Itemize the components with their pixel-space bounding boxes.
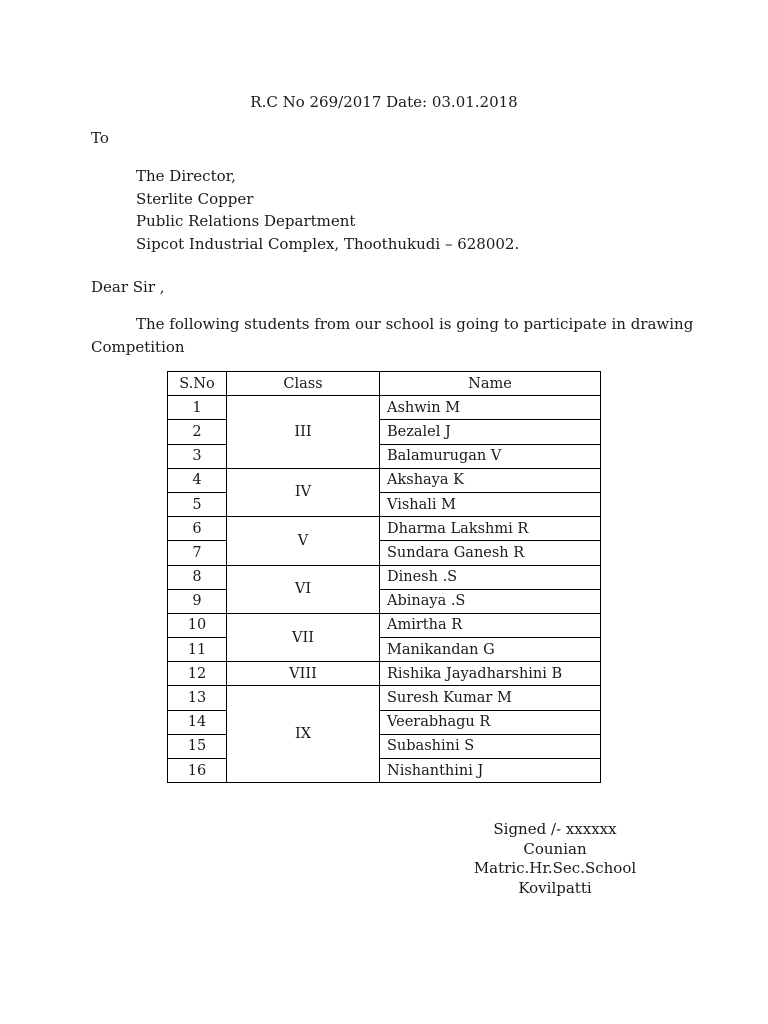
address-line: Sipcot Industrial Complex, Thoothukudi – 628002. [136, 234, 520, 253]
header-sno: S.No [168, 372, 227, 396]
body-line: The following students from our school is going to participate in drawing [136, 315, 694, 333]
cell-name: Dinesh .S [380, 565, 601, 589]
cell-name: Amirtha R [380, 613, 601, 637]
greeting: Dear Sir , [91, 278, 165, 296]
cell-sno: 13 [168, 686, 227, 710]
cell-class: IV [227, 468, 380, 516]
cell-name: Subashini S [380, 734, 601, 758]
cell-sno: 8 [168, 565, 227, 589]
table-row [168, 686, 601, 710]
signature-block [441, 820, 669, 898]
cell-name: Dharma Lakshmi R [380, 517, 601, 541]
cell-sno: 10 [168, 613, 227, 637]
cell-sno: 11 [168, 638, 227, 662]
cell-class: V [227, 517, 380, 565]
letter-reference: R.C No 269/2017 Date: 03.01.2018 [250, 93, 518, 111]
table-row [168, 468, 601, 492]
cell-class: VII [227, 613, 380, 661]
letter-body [91, 313, 694, 359]
cell-sno: 1 [168, 396, 227, 420]
cell-name: Balamurugan V [380, 444, 601, 468]
cell-name: Rishika Jayadharshini B [380, 662, 601, 686]
recipient-address [136, 165, 519, 255]
students-table-body [168, 396, 601, 783]
cell-sno: 14 [168, 710, 227, 734]
cell-name: Ashwin M [380, 396, 601, 420]
address-line: Public Relations Department [136, 212, 356, 230]
signature-signed: Signed /- xxxxxx [493, 820, 617, 838]
cell-sno: 15 [168, 734, 227, 758]
cell-name: Bezalel J [380, 420, 601, 444]
cell-name: Abinaya .S [380, 589, 601, 613]
cell-sno: 12 [168, 662, 227, 686]
cell-class: III [227, 396, 380, 469]
cell-class: VIII [227, 662, 380, 686]
cell-sno: 2 [168, 420, 227, 444]
to-label: To [91, 129, 109, 147]
cell-name: Sundara Ganesh R [380, 541, 601, 565]
address-line: Sterlite Copper [136, 189, 254, 208]
cell-sno: 6 [168, 517, 227, 541]
signature-place: Kovilpatti [518, 878, 592, 897]
cell-sno: 4 [168, 468, 227, 492]
cell-sno: 5 [168, 492, 227, 516]
cell-name: Suresh Kumar M [380, 686, 601, 710]
cell-name: Akshaya K [380, 468, 601, 492]
cell-sno: 3 [168, 444, 227, 468]
address-line: The Director, [136, 167, 236, 185]
table-row [168, 613, 601, 637]
cell-class: VI [227, 565, 380, 613]
cell-sno: 9 [168, 589, 227, 613]
table-row [168, 662, 601, 686]
cell-class: IX [227, 686, 380, 783]
body-line: Competition [91, 338, 185, 356]
signature-school: Counian Matric.Hr.Sec.School [473, 839, 637, 877]
cell-sno: 7 [168, 541, 227, 565]
table-row [168, 565, 601, 589]
cell-name: Vishali M [380, 492, 601, 516]
cell-name: Veerabhagu R [380, 710, 601, 734]
students-table [167, 371, 601, 783]
header-name: Name [380, 372, 601, 396]
cell-name: Nishanthini J [380, 759, 601, 783]
header-class: Class [227, 372, 380, 396]
cell-sno: 16 [168, 759, 227, 783]
table-row [168, 517, 601, 541]
cell-name: Manikandan G [380, 638, 601, 662]
table-row [168, 396, 601, 420]
table-header-row [168, 372, 601, 396]
